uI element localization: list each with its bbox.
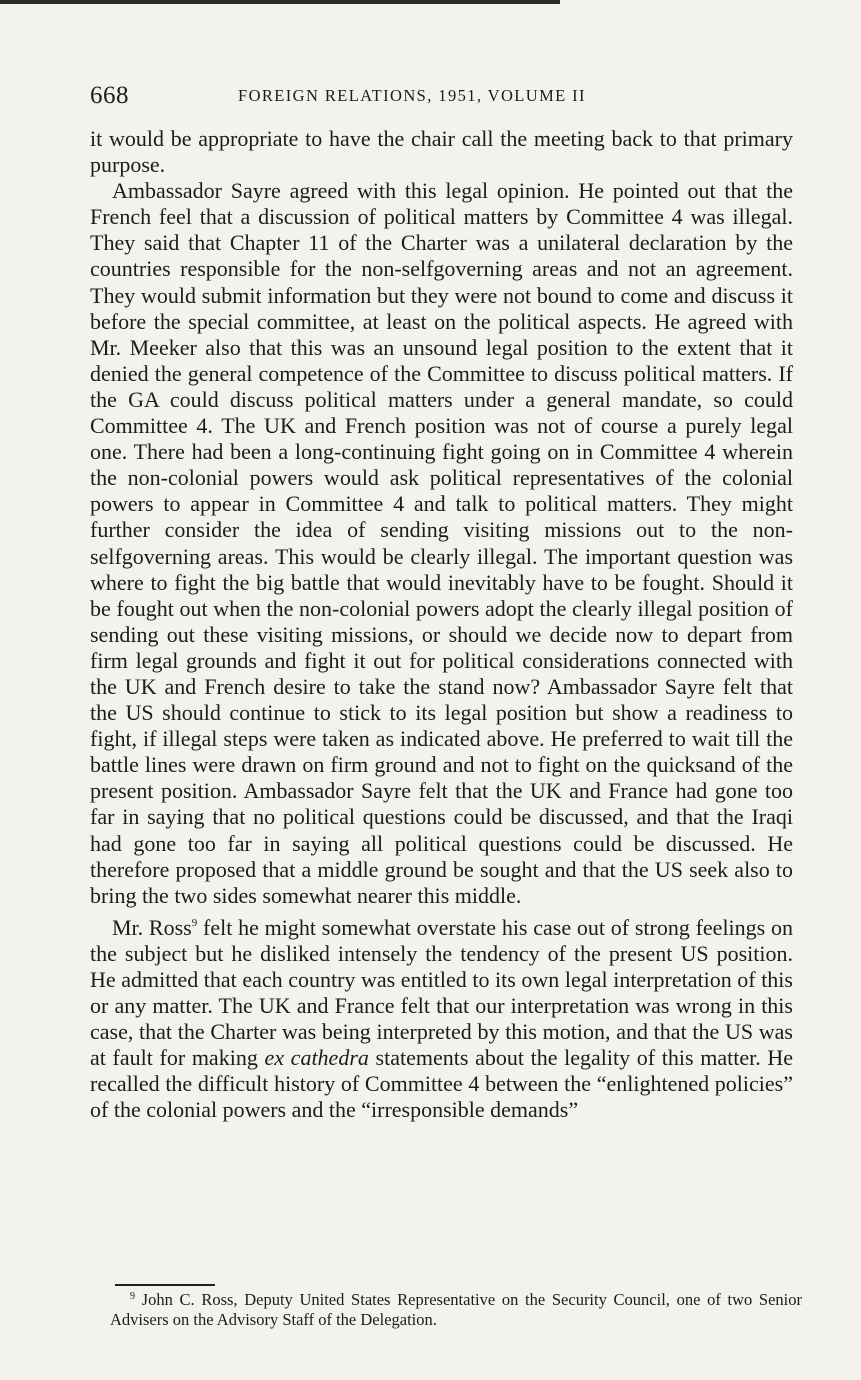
footnote-reference: 9 [191,916,198,929]
scan-top-edge [0,0,560,4]
running-head: FOREIGN RELATIONS, 1951, VOLUME II [238,86,586,105]
footnote-divider [115,1284,215,1286]
footnote-marker: 9 [130,1291,135,1302]
body-text [90,126,793,1124]
paragraph-ross-text-b: statements about the legality of this matter. He recalled the difficult history of Committee 4 between the “enlightened policies” of the colonial powers and the “irresponsible demands” [90,1045,794,1123]
paragraph-sayre: Ambassador Sayre agreed with this legal opinion. He pointed out that the French feel that a discussion of political matters by Committee 4 was illegal. They said that Chapter 11 of the Charter was a unilateral declaration by the countries responsible for the non-selfgoverning areas and not an agreement. They would submit information but they were not bound to come and discuss it before the special committee, at least on the political aspects. He agreed with Mr. Meeker also that this was an unsound legal position to the extent that it denied the general competence of the Committee to discuss political matters. If the GA could discuss political matters under a general mandate, so could Committee 4. The UK and French position was not of course a purely legal one. There had been a long-continuing fight going on in Committee 4 wherein the non-colonial powers would ask political representatives of the colonial powers to appear in Committee 4 and talk to political matters. They might further consider the idea of sending visiting missions out to the non-selfgoverning areas. This would be clearly illegal. The important question was where to fight the big battle that would inevitably have to be fought. Should it be fought out when the non-colonial powers adopt the clearly illegal position of sending out these visiting missions, or should we decide now to depart from firm legal grounds and fight it out for political considerations connected with the UK and French desire to take the stand now? Ambassador Sayre felt that the US should continue to stick to its legal position but show a readiness to fight, if illegal steps were taken as indicated above. He preferred to wait till the battle lines were drawn on firm ground and not to fight on the quicksand of the present position. Ambassador Sayre felt that the UK and France had gone too far in saying that no political questions could be discussed, and that the Iraqi had gone too far in saying all political questions could be discussed. He therefore proposed that a middle ground be sought and that the US seek also to bring the two sides somewhat nearer this middle. [90,178,793,908]
paragraph-ross-opening: Mr. Ross [112,914,192,940]
footnote-text: John C. Ross, Deputy United States Representative on the Security Council, one of two Senior Advisers on the Advisory Staff of the Delegation. [110,1290,802,1329]
page-number: 668 [90,82,129,109]
paragraph-continuation: it would be appropriate to have the chair call the meeting back to that primary purpose. [90,126,793,178]
paragraph-ross [90,915,793,1124]
paragraph-ross-italic: ex cathedra [264,1045,369,1071]
footnote [110,1290,802,1330]
page-header [90,82,790,118]
paragraph-ross-text-a: felt he might somewhat overstate his case out of strong feelings on the subject but he disliked intensely the tendency of the present US position. He admitted that each country was entitled to its own legal interpretation of this or any matter. The UK and France felt that our interpretation was wrong in this case, that the Charter was being interpreted by this motion, and that the US was at fault for making [90,914,793,1071]
